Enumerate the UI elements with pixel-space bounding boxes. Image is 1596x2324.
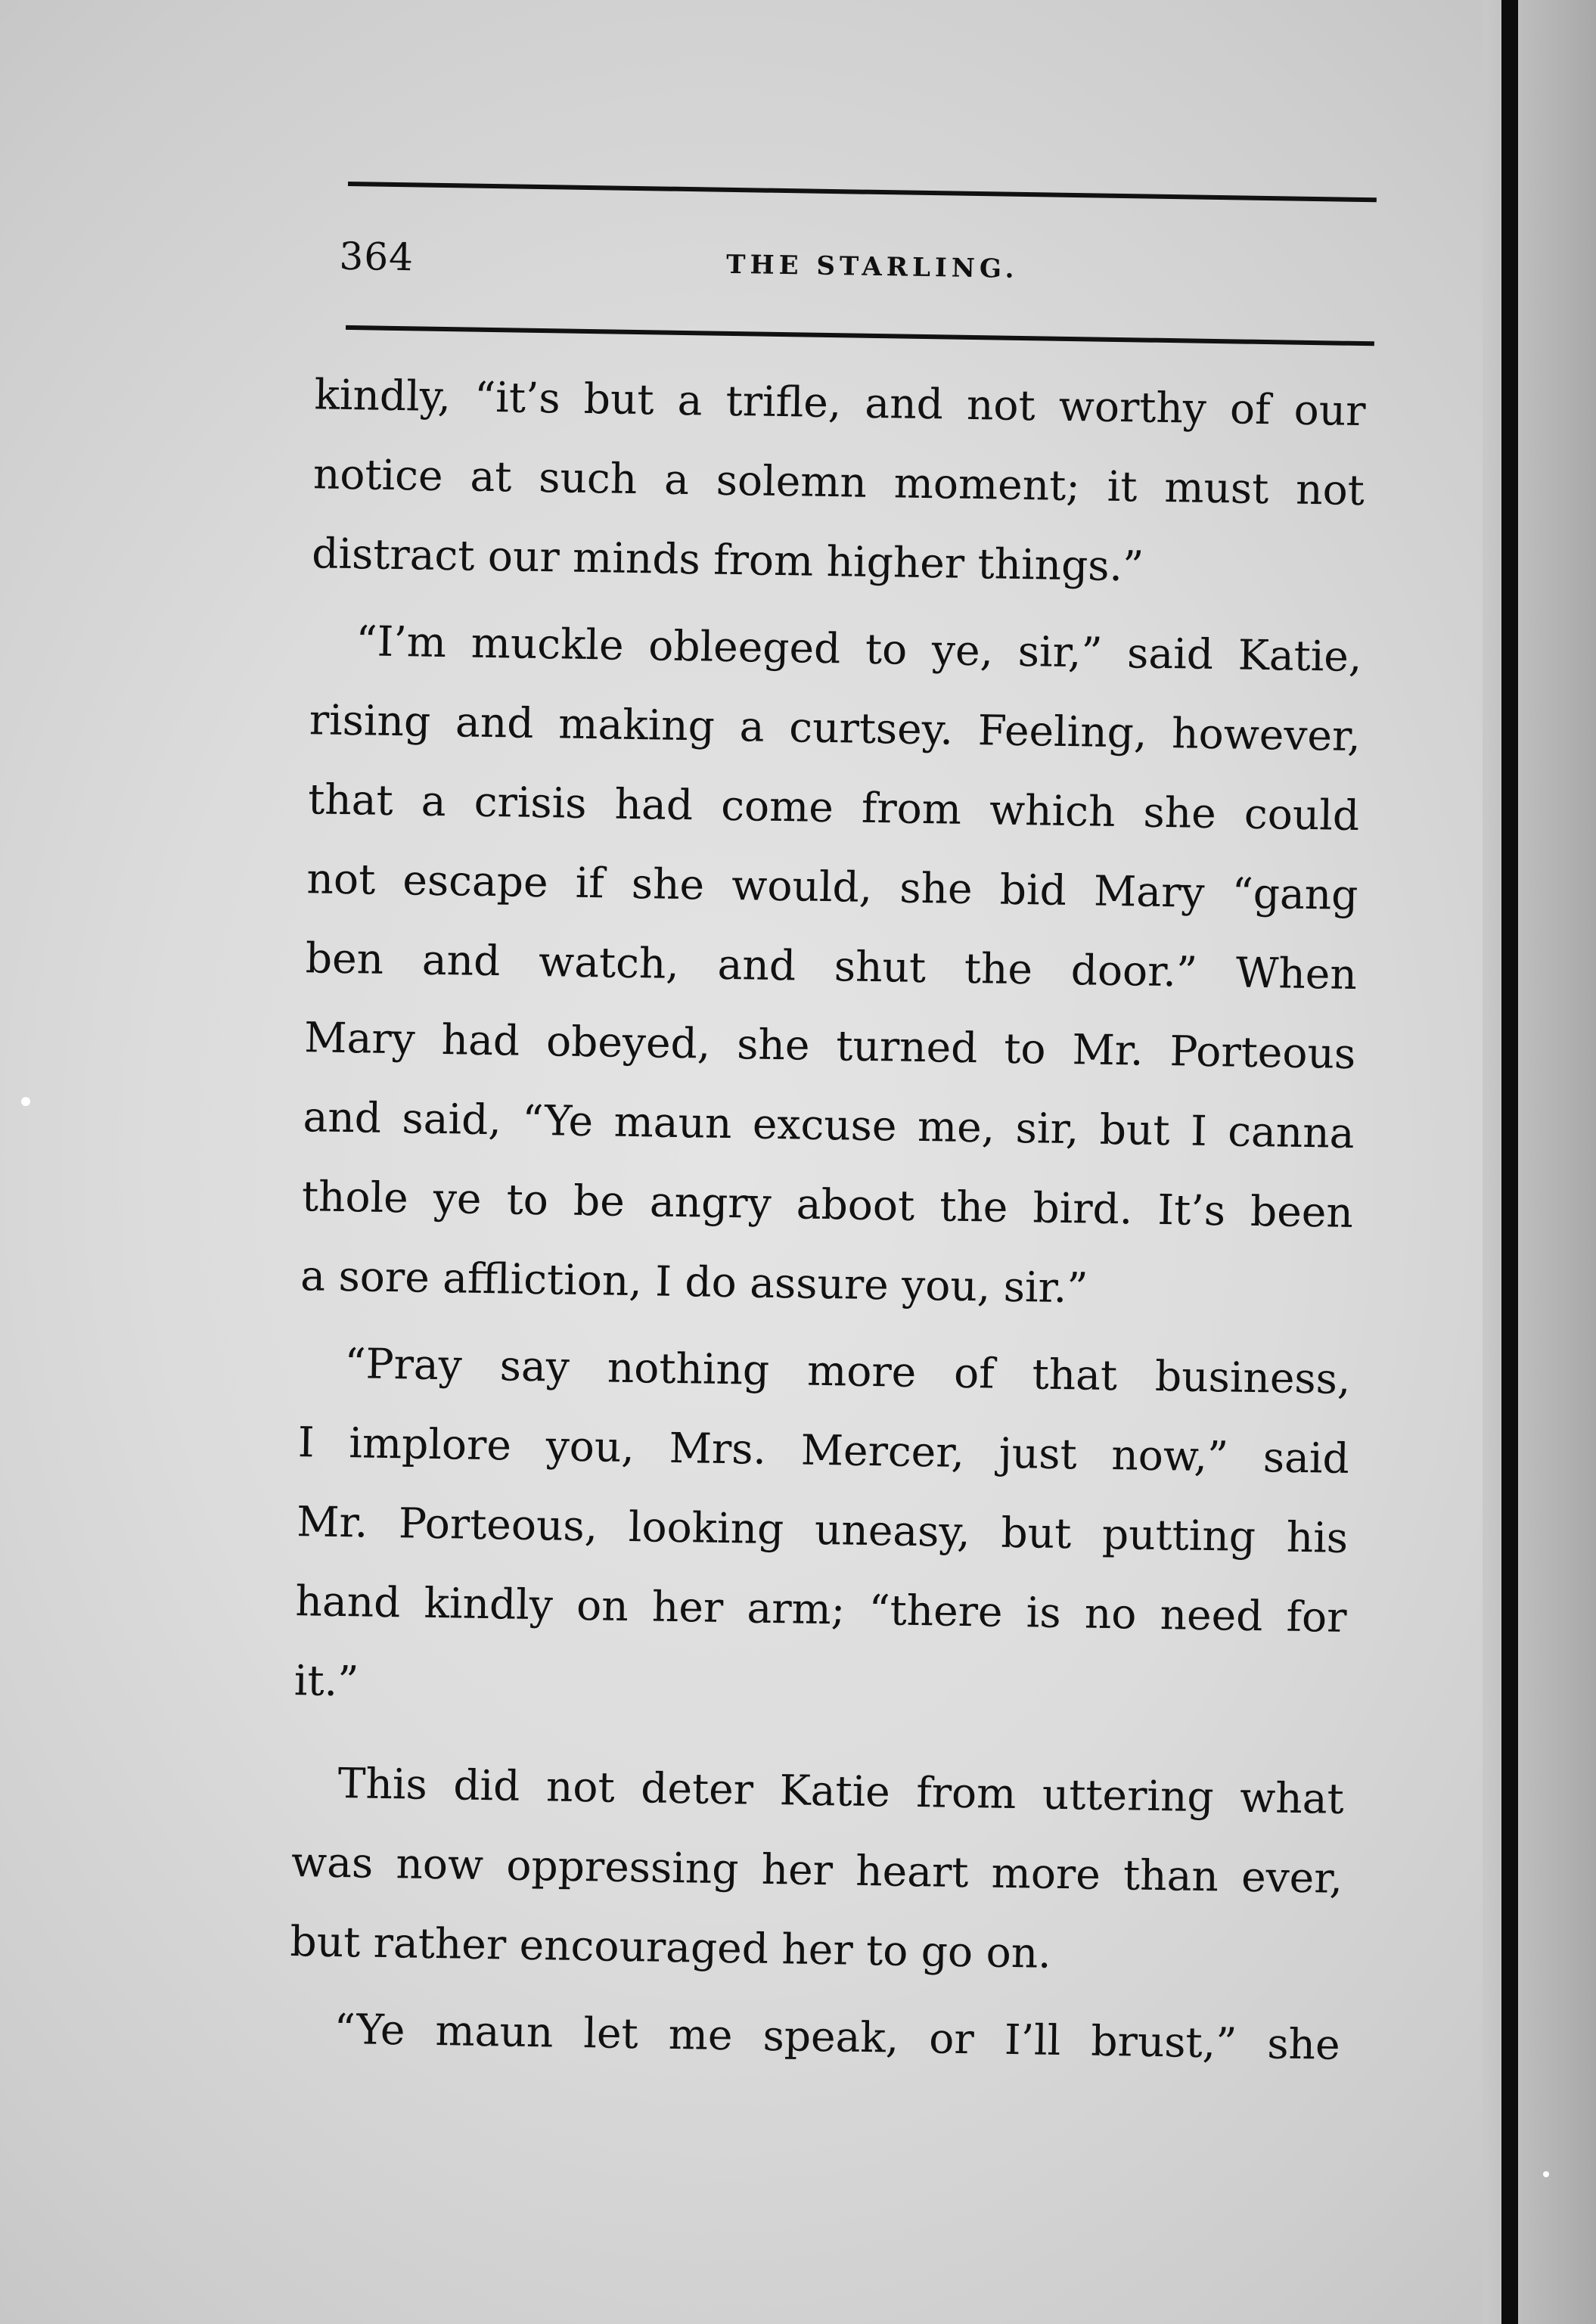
running-head <box>339 235 1376 312</box>
book-page <box>256 181 1377 2164</box>
text-line: thole ye to be angry aboot the bird. It’s been <box>301 1172 1354 1237</box>
paragraph <box>293 1323 1351 1737</box>
paragraph <box>312 355 1367 610</box>
page-number: 364 <box>339 234 415 280</box>
text-line: that a crisis had come from which she could <box>307 775 1360 840</box>
text-line: ben and watch, and shut the door.” When <box>305 934 1358 999</box>
text-line: I implore you, Mrs. Mercer, just now,” said <box>297 1418 1350 1483</box>
text-line: This did not deter Katie from uttering what <box>337 1759 1345 1823</box>
book-gutter-shadow <box>1483 0 1596 2324</box>
text-line: “I’m muckle obleeged to ye, sir,” said Katie, <box>356 617 1362 682</box>
text-line: kindly, “it’s but a trifle, and not worthy of our <box>314 370 1366 436</box>
text-line: it.” <box>293 1656 359 1706</box>
running-title: THE STARLING. <box>725 249 1019 284</box>
text-line: Mr. Porteous, looking uneasy, but putting his <box>296 1497 1349 1562</box>
header-rule-bottom <box>346 325 1374 346</box>
text-line: not escape if she would, she bid Mary “gang <box>306 854 1358 920</box>
body-text <box>288 355 1367 2093</box>
text-line: hand kindly on her arm; “there is no need for <box>295 1577 1347 1642</box>
book-spine-edge <box>1501 0 1518 2324</box>
text-line: a sore affliction, I do assure you, sir.” <box>300 1251 1088 1313</box>
text-line: “Pray say nothing more of that business, <box>344 1339 1351 1403</box>
paragraph <box>288 1989 1340 2085</box>
scan-speck <box>21 1097 30 1106</box>
text-line: but rather encouraged her to go on. <box>290 1917 1052 1978</box>
text-line: and said, “Ye maun excuse me, sir, but I canna <box>303 1092 1355 1157</box>
text-line: distract our minds from higher things.” <box>311 529 1144 591</box>
text-line: notice at such a solemn moment; it must not <box>312 449 1365 515</box>
text-line: “Ye maun let me speak, or I’ll brust,” she <box>334 2004 1341 2069</box>
text-line: rising and making a curtsey. Feeling, however, <box>309 695 1362 761</box>
paragraph <box>290 1743 1345 1998</box>
paragraph <box>300 601 1363 1332</box>
text-line: was now oppressing her heart more than ever, <box>290 1838 1343 1903</box>
text-line: Mary had obeyed, she turned to Mr. Porteous <box>303 1013 1356 1079</box>
scan-speck <box>1543 2171 1549 2177</box>
